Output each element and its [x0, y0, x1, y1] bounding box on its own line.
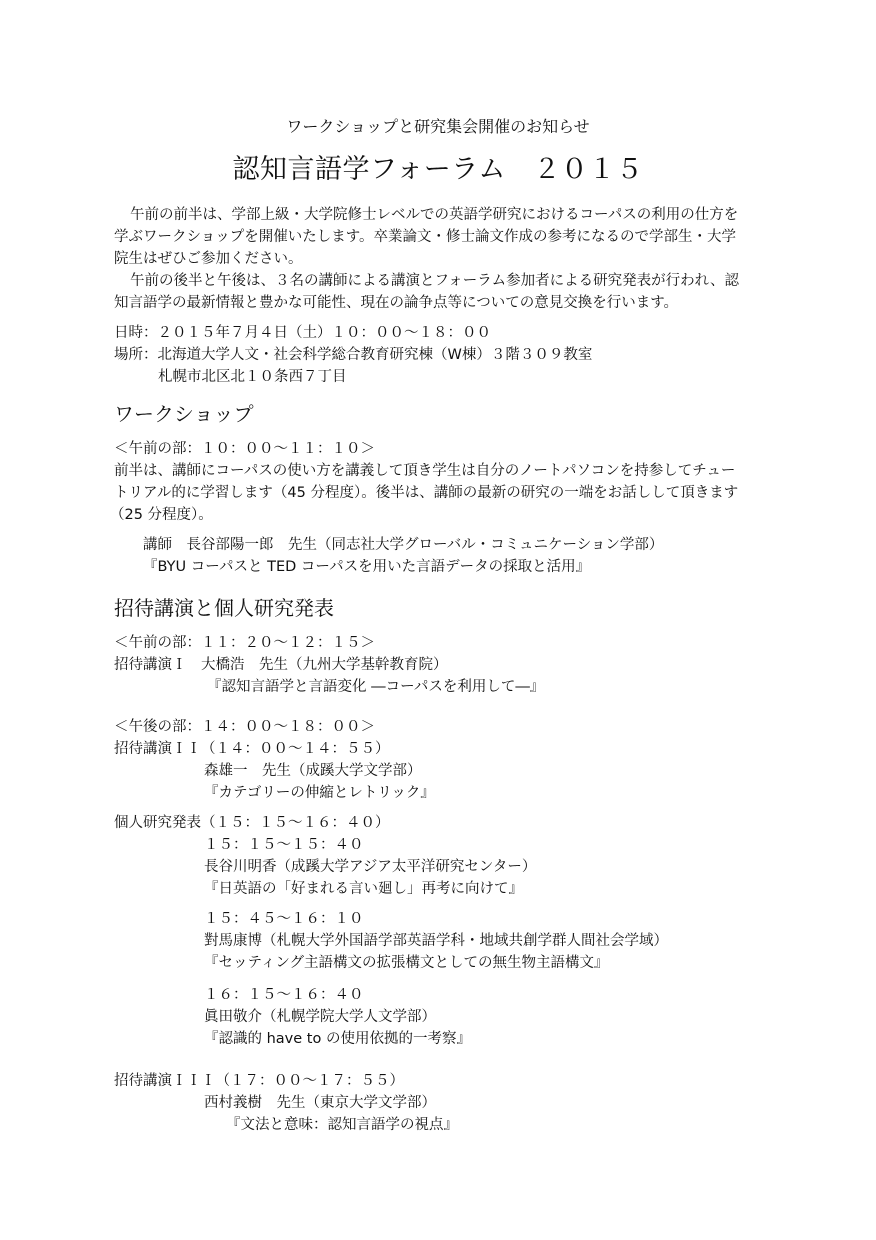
event-address: 札幌市北区北１０条西７丁目: [158, 369, 347, 385]
intro-line: 知言語学の最新情報と豊かな可能性、現在の論争点等についての意見交換を行います。: [114, 295, 679, 311]
invited-talk-2-speaker: 森雄一 先生（成蹊大学文学部）: [204, 763, 422, 779]
intro-line: 学ぶワークショップを開催いたします。卒業論文・修士論文作成の参考になるので学部生・大学: [114, 229, 737, 245]
pm-session: ＜午後の部：１４：００～１８：００＞: [114, 719, 375, 735]
presentation-time: １５：１５～１５：４０: [204, 837, 364, 853]
presentation-time: １６：１５～１６：４０: [204, 987, 364, 1003]
workshop-session: ＜午前の部：１０：００～１１：１０＞: [114, 441, 375, 457]
presentation-title: 『セッティング主語構文の拡張構文としての無生物主語構文』: [204, 955, 609, 971]
subtitle: ワークショップと研究集会開催のお知らせ: [286, 117, 590, 136]
invited-talk-2-title: 『カテゴリーの伸縮とレトリック』: [204, 785, 435, 801]
presentation-speaker: 對馬康博（札幌大学外国語学部英語学科・地域共創学群人間社会学域）: [204, 933, 668, 949]
event-datetime: 日時：２０１５年７月４日（土）１０：００～１８：００: [114, 325, 491, 341]
workshop-lecturer: 講師 長谷部陽一郎 先生（同志社大学グローバル・コミュニケーション学部）: [143, 537, 664, 553]
talks-heading: 招待講演と個人研究発表: [114, 596, 334, 620]
invited-talk-2: 招待講演ＩＩ（１４：００～１４：５５）: [114, 741, 390, 757]
presentation-time: １５：４５～１６：１０: [204, 911, 364, 927]
workshop-desc-line: 前半は、講師にコーパスの使い方を講義して頂き学生は自分のノートパソコンを持参してチュー: [114, 463, 736, 479]
presentation-title: 『認識的 have to の使用依拠的一考察』: [204, 1031, 471, 1047]
workshop-desc-line: （25 分程度）。: [110, 507, 213, 523]
event-place: 場所：北海道大学人文・社会科学総合教育研究棟（W棟）３階３０９教室: [114, 347, 593, 363]
intro-line: 午前の後半と午後は、３名の講師による講演とフォーラム参加者による研究発表が行われ、認: [130, 273, 739, 289]
workshop-desc-line: トリアル的に学習します（45 分程度）。後半は、講師の最新の研究の一端をお話しして頂きます: [114, 485, 739, 501]
presentation-speaker: 眞田敬介（札幌学院大学人文学部）: [204, 1009, 436, 1025]
workshop-heading: ワークショップ: [114, 402, 254, 426]
invited-talk-1: 招待講演Ｉ 大橋浩 先生（九州大学基幹教育院）: [114, 657, 448, 673]
invited-talk-1-title: 『認知言語学と言語変化 ―コーパスを利用して―』: [207, 679, 545, 695]
workshop-lecture-title: 『BYU コーパスと TED コーパスを用いた言語データの採取と活用』: [143, 559, 591, 575]
invited-talk-3-speaker: 西村義樹 先生（東京大学文学部）: [204, 1095, 436, 1111]
invited-talk-3: 招待講演ＩＩＩ（１７：００～１７：５５）: [114, 1073, 404, 1089]
presentation-title: 『日英語の「好まれる言い廻し」再考に向けて』: [204, 881, 523, 897]
intro-line: 院生はぜひご参加ください。: [114, 251, 303, 267]
invited-talk-3-title: 『文法と意味：認知言語学の視点』: [226, 1117, 458, 1133]
individual-presentations: 個人研究発表（１５：１５～１６：４０）: [114, 815, 390, 831]
page-title: 認知言語学フォーラム ２０１５: [232, 154, 644, 185]
am-session: ＜午前の部：１１：２０～１２：１５＞: [114, 635, 375, 651]
intro-line: 午前の前半は、学部上級・大学院修士レベルでの英語学研究におけるコーパスの利用の仕方を: [130, 207, 739, 223]
presentation-speaker: 長谷川明香（成蹊大学アジア太平洋研究センター）: [204, 859, 537, 875]
